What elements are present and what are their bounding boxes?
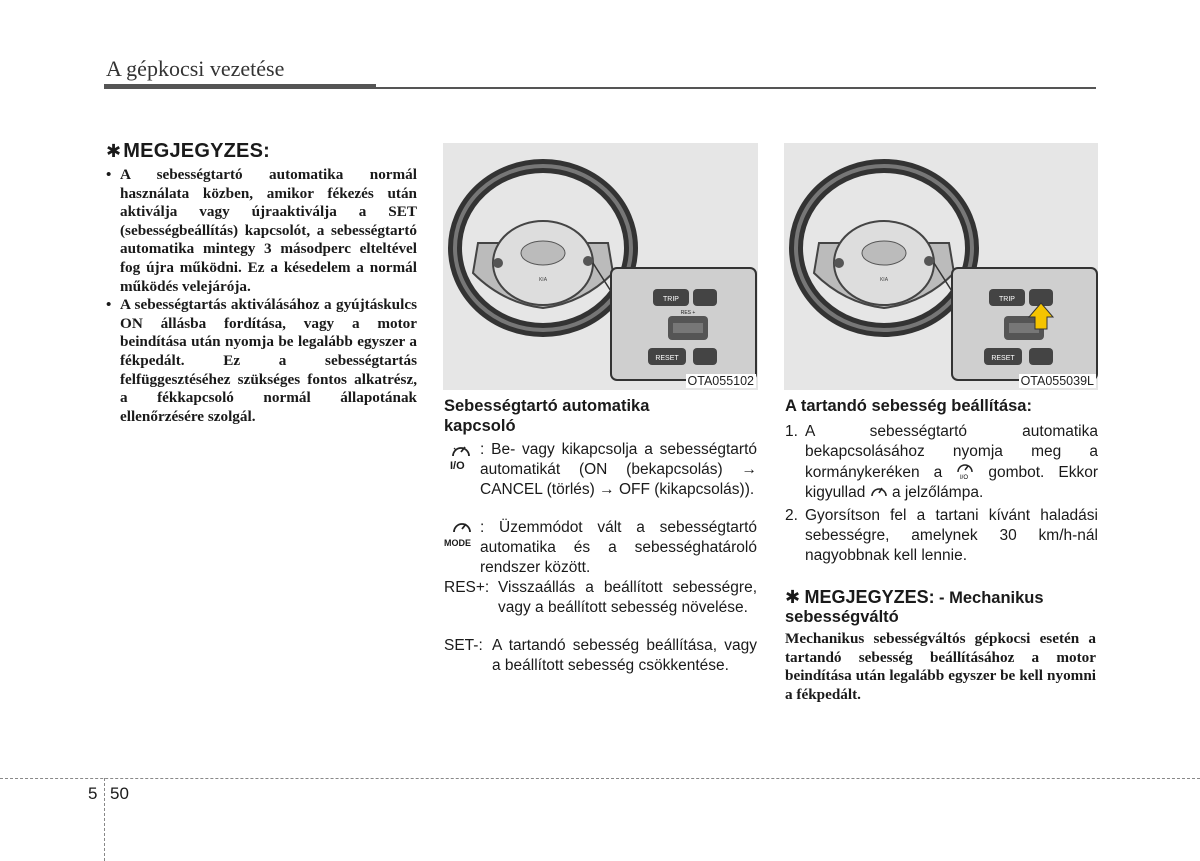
header-rule-thin	[376, 87, 1096, 89]
manual-note-subheading: - Mechanikus sebességváltó	[785, 589, 1044, 626]
steering-wheel-figure-left	[443, 143, 758, 390]
set-definition	[444, 636, 757, 676]
figure-code-left: OTA055102	[687, 374, 754, 388]
header-rule-thick	[104, 84, 376, 89]
cruise-switch-desc-2	[444, 518, 757, 578]
cruise-button-icon	[956, 462, 974, 480]
left-note-heading	[106, 140, 270, 163]
step-1-number: 1.	[785, 423, 798, 440]
cruise-switch-heading: Sebességtartó automatika kapcsoló	[444, 397, 650, 435]
btn-trip-label-right: TRIP	[999, 296, 1015, 303]
manual-note-text: Mechanikus sebességváltós gépkocsi esetén a tartandó sebesség beállításához a motor beindítása után legalább egyszer be kell nyomni a fékpedált.	[785, 630, 1096, 703]
hub-logo-text: KIA	[538, 277, 548, 283]
asterisk-icon-2: ✱	[785, 587, 801, 607]
step-1-text-b: gombot. Ekkor kigyullad	[805, 464, 1099, 501]
hub-logo-text-right: KIA	[879, 277, 889, 283]
steering-wheel-illustration-left	[443, 143, 758, 390]
svg-text:I/O: I/O	[960, 475, 969, 480]
btn-trip-label: TRIP	[663, 296, 679, 303]
left-note-bullet-2: • A sebességtartás aktiválásához a gyújtáskulcs ON állásba fordítása, vagy a motor beindítása után nyomja be legalább egyszer a fékpedált. Ez a sebességtartás felfüggesztéséhez szükséges fontos alkatrész, a fékkapcsoló normál állapotának ellenőrzésére szolgál.	[106, 296, 417, 426]
page-chapter-number: 5	[88, 784, 98, 803]
left-note-bullet-1: • A sebességtartó automatika normál használata közben, amikor fékezés után aktiválja vagy újraaktiválja a SET (sebességbeállítás) kapcsolót, a sebességtartó automatika mintegy 3 másodperc elteltével fog újra működni. Ez a késedelem a normál működés velejárója.	[106, 166, 417, 296]
btn-reset-label-right: RESET	[991, 355, 1015, 362]
steering-wheel-figure-right	[784, 143, 1098, 390]
set-speed-step-2	[785, 506, 1098, 566]
btn-res-label: RES +	[680, 310, 696, 316]
res-definition	[444, 578, 757, 618]
footer-vertical-dashed-rule	[104, 778, 105, 861]
cruise-onoff-text: : Be- vagy kikapcsolja a sebességtartó automatikát (ON (bekapcsolás) → CANCEL (törlés) → OFF (kikapcsolás)).	[480, 441, 757, 498]
cruise-switch-desc-1	[444, 440, 757, 500]
step-1-text-a: A sebességtartó automatika bekapcsolásához nyomja meg a kormánykeréken a	[805, 423, 1098, 481]
cruise-onoff-icon	[444, 440, 480, 480]
set-speed-step-1	[785, 422, 1098, 503]
res-term: RES+:	[444, 579, 490, 596]
page-header-title: A gépkocsi vezetése	[106, 56, 285, 81]
asterisk-icon: ✱	[106, 141, 122, 161]
manual-note-heading-text: MEGJEGYZES:	[804, 587, 935, 607]
page-number: 50	[110, 784, 129, 803]
cruise-onoff-icon-label: I/O	[450, 460, 465, 472]
step-1-text-c: a jelzőlámpa.	[891, 484, 984, 501]
cruise-indicator-icon	[870, 483, 888, 499]
btn-reset-label: RESET	[655, 355, 679, 362]
left-note-heading-text: MEGJEGYZES:	[123, 140, 270, 162]
steering-wheel-illustration-right	[784, 143, 1098, 390]
cruise-mode-text: : Üzemmódot vált a sebességtartó automatika és a sebességhatároló rendszer között.	[480, 519, 757, 576]
step-2-text: Gyorsítson fel a tartani kívánt haladási sebességre, amelynek 30 km/h-nál nagyobbnak kell lennie.	[805, 507, 1098, 564]
manual-note-heading	[785, 587, 1098, 627]
left-note-list	[106, 166, 417, 426]
step-2-number: 2.	[785, 507, 798, 524]
footer-dashed-rule	[0, 778, 1200, 779]
set-speed-heading: A tartandó sebesség beállítása:	[785, 397, 1032, 415]
cruise-mode-icon-label: MODE	[444, 538, 471, 548]
set-term: SET-:	[444, 637, 483, 654]
res-text: Visszaállás a beállított sebességre, vagy a beállított sebesség növelése.	[498, 579, 757, 616]
set-text: A tartandó sebesség beállítása, vagy a beállított sebesség csökkentése.	[492, 637, 757, 674]
figure-code-right: OTA055039L	[1020, 374, 1094, 388]
cruise-mode-icon	[444, 518, 480, 558]
